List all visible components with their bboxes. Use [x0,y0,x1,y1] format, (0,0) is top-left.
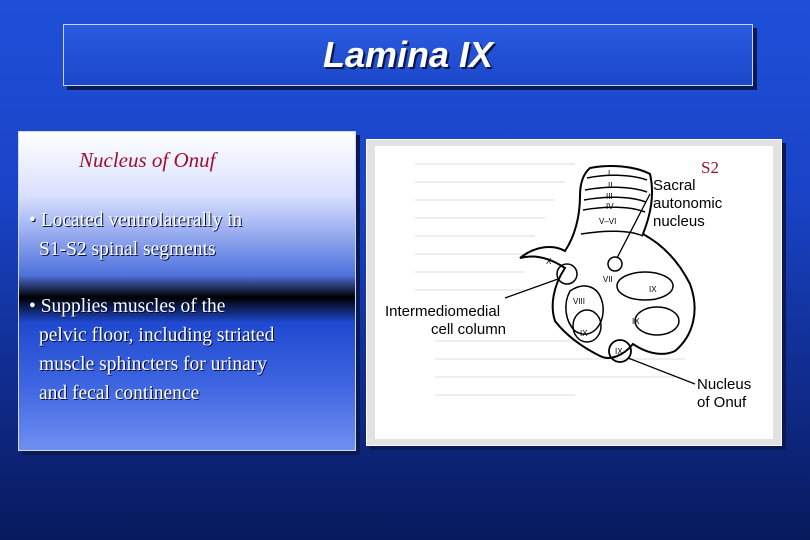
lamina-label: VII [603,275,613,284]
bullet-function [29,292,349,408]
lamina-label: V–VI [599,217,617,226]
figure-frame [366,139,782,446]
bullet-line: • Located ventrolaterally in [29,210,243,231]
bullet-line: pelvic floor, including striated [39,325,275,346]
segment-label: S2 [701,158,719,177]
sacral-autonomic-label: autonomic [653,195,723,212]
lamina-label: IX [580,329,588,338]
spinal-cord-svg [375,146,773,439]
onuf-label: of Onuf [697,394,747,411]
lamina-label: IX [649,285,657,294]
lamina-label: X [546,257,552,266]
bullet-line: and fecal continence [39,383,200,404]
lamina-label: IX [632,317,640,326]
lamina-label: IV [606,202,614,211]
lamina-label: I [608,169,611,178]
lamina-label: VIII [573,297,586,306]
bullet-line: muscle sphincters for urinary [39,354,267,375]
lamina-label: IX [615,347,623,356]
intermediomedial-label: cell column [431,321,507,338]
sacral-autonomic-label: Sacral [653,177,696,194]
title-box [63,24,753,86]
lamina-label: III [606,192,613,201]
slide-title: Lamina IX [322,34,494,75]
text-panel [18,131,356,451]
panel-heading: Nucleus of Onuf [79,148,216,172]
bullet-location [29,206,349,264]
lamina-label: II [608,181,613,190]
onuf-label: Nucleus [697,376,752,393]
bullet-line: S1-S2 spinal segments [39,239,216,260]
intermediomedial-label: Intermediomedial [385,303,501,320]
spinal-cord-diagram [375,146,773,439]
bullet-line: • Supplies muscles of the [29,296,226,317]
sacral-autonomic-label: nucleus [653,213,705,230]
